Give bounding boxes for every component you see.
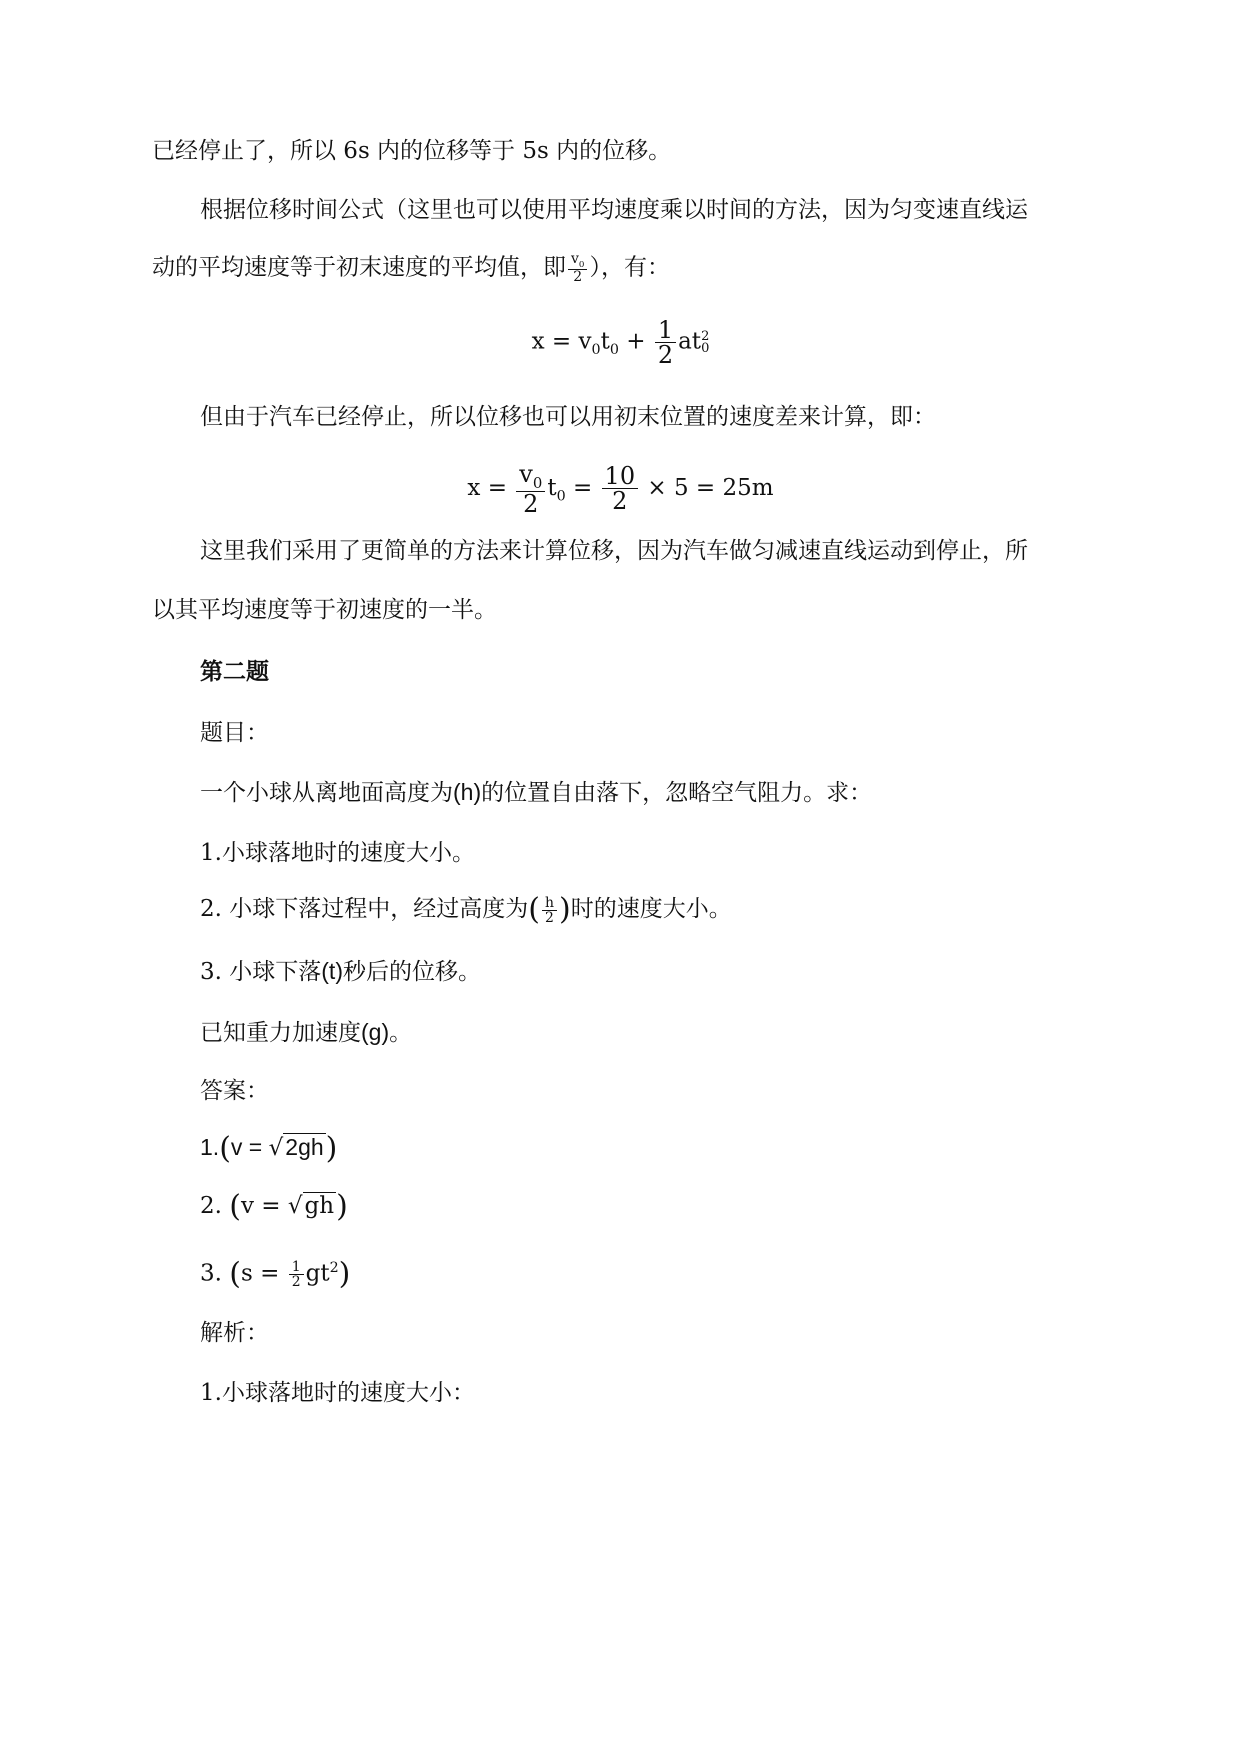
- paragraph-line: 以其平均速度等于初速度的一半。: [152, 597, 497, 623]
- equation-1: $x = v_0t_0$ + $\frac{1}{2}$ at 2 0: [531, 316, 710, 369]
- question-item-1: 1.小球落地时的速度大小。: [200, 840, 475, 866]
- paragraph-line: 但由于汽车已经停止，所以位移也可以用初末位置的速度差来计算，即：: [200, 404, 936, 430]
- paragraph-line: 已经停止了，所以 6s 内的位移等于 5s 内的位移。: [152, 138, 672, 164]
- fraction: $\frac{1}{2}$: [655, 318, 676, 367]
- fraction: $\frac{v_0}{2}$: [516, 462, 545, 516]
- paragraph-line: 根据位移时间公式（这里也可以使用平均速度乘以时间的方法，因为匀变速直线运: [200, 197, 1028, 223]
- analysis-item-1: 1.小球落地时的速度大小：: [200, 1380, 475, 1406]
- fraction: $\frac{v_0}{2}$: [568, 252, 587, 284]
- paragraph-line: 这里我们采用了更简单的方法来计算位移，因为汽车做匀减速直线运动到停止，所: [200, 538, 1028, 564]
- equation-2: x = $\frac{v_0}{2}$ $t_0$ = $\frac{10}{2}$ × 5 = 25m: [467, 460, 774, 518]
- answer-label: 答案：: [200, 1078, 269, 1104]
- question-text: 一个小球从离地面高度为(h)的位置自由落下，忽略空气阻力。求：: [200, 779, 873, 806]
- answer-3: 3. (s = $\frac{1}{2}$ $gt^2$): [200, 1256, 351, 1292]
- question-item-2: 2. 小球下落过程中，经过高度为( $\frac{h}{2}$ )时的速度大小。: [200, 892, 732, 927]
- sqrt: √gh: [287, 1193, 335, 1219]
- section-heading: 第二题: [200, 658, 269, 685]
- given-condition: 已知重力加速度(g)。: [200, 1019, 413, 1046]
- sqrt: √2gh: [268, 1134, 324, 1161]
- answer-2: 2. (v = √gh): [200, 1189, 348, 1224]
- question-label: 题目：: [200, 720, 269, 746]
- question-item-3: 3. 小球下落(t)秒后的位移。: [200, 958, 481, 985]
- paragraph-line: 动的平均速度等于初末速度的平均值，即 $\frac{v_0}{2}$ ），有：: [152, 251, 670, 286]
- fraction: $\frac{10}{2}$: [602, 464, 639, 513]
- answer-1: 1.(v = √2gh): [200, 1131, 338, 1166]
- analysis-label: 解析：: [200, 1320, 269, 1346]
- fraction: $\frac{1}{2}$: [289, 1260, 304, 1289]
- fraction: $\frac{h}{2}$: [542, 896, 557, 925]
